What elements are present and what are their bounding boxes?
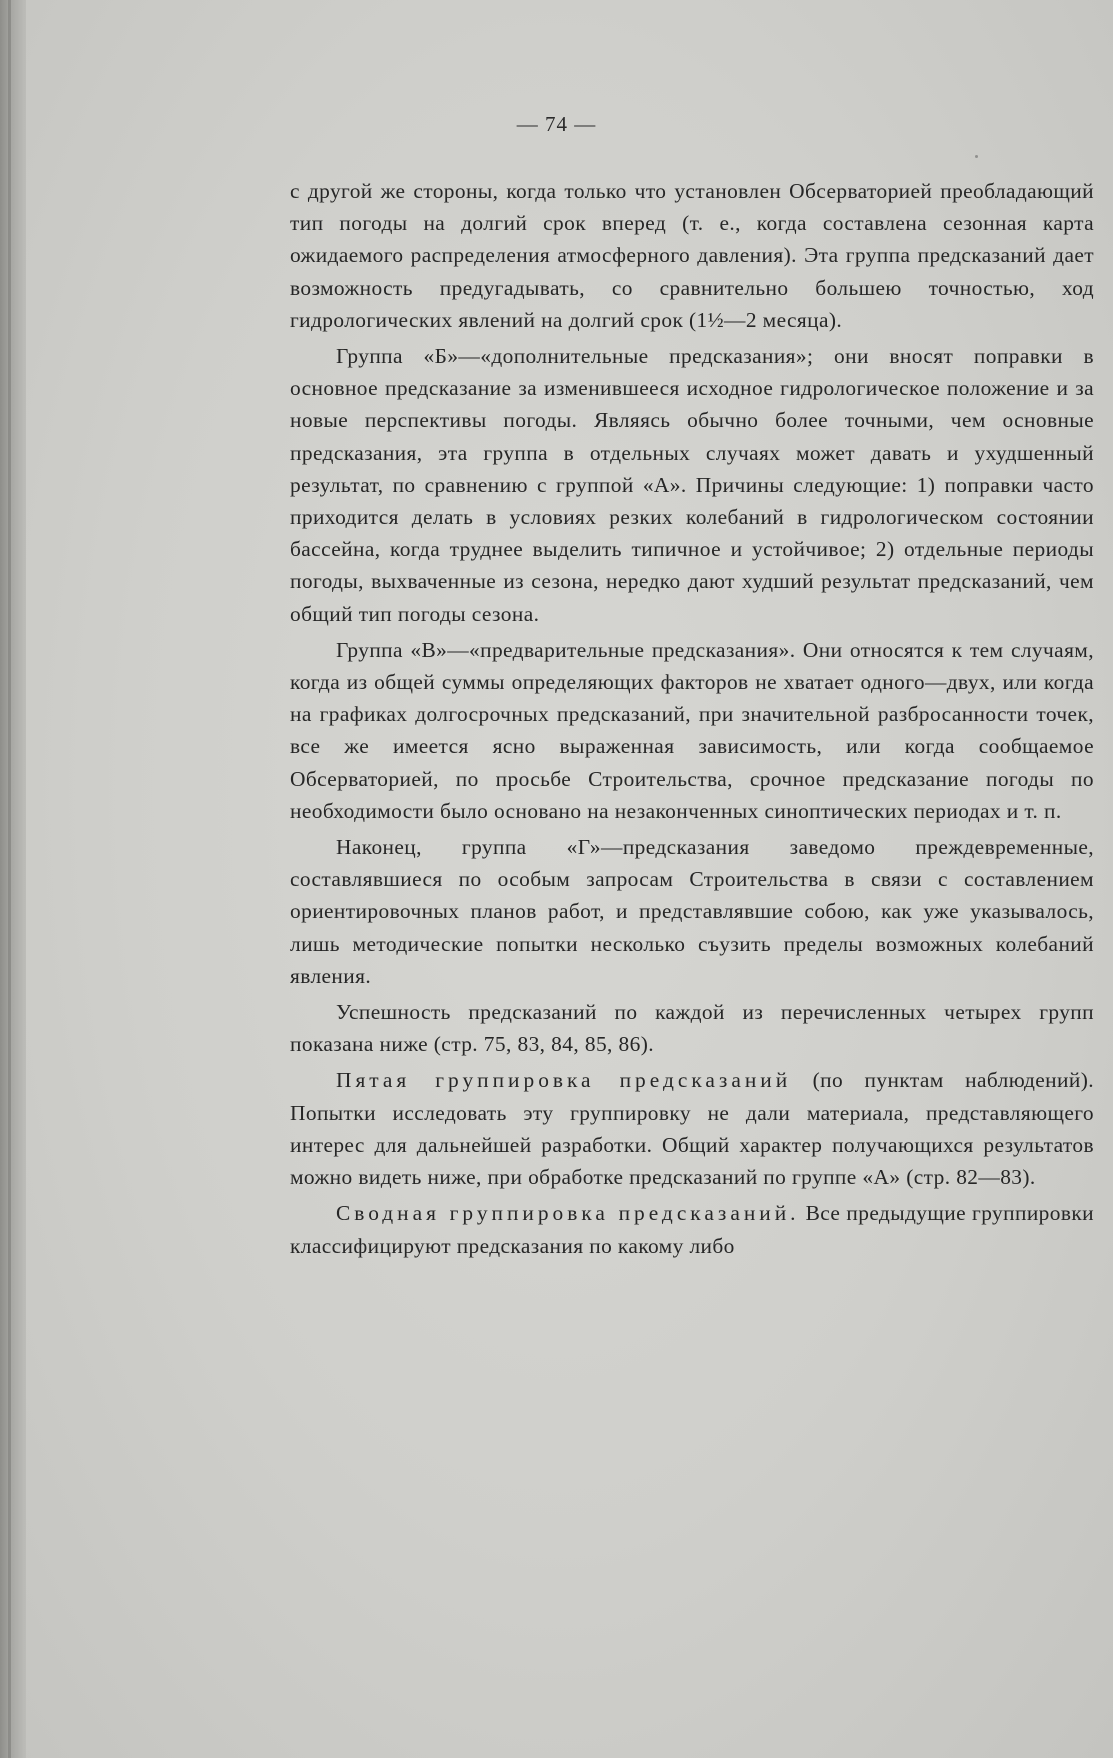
paragraph-1: с другой же стороны, когда только что установлен Обсерваторией преобладающий тип погоды на долгий срок вперед (т. е., когда составлена сезонная карта ожидаемого распределения атмосферного давления). Эта группа предсказаний дает возможность предугадывать, со сравнительно большею точностью, ход гидрологических явлений на долгий срок (1½—2 месяца). — [290, 179, 1094, 332]
paragraph-2-group-b: Группа «Б»—«дополнительные предсказания»; они вносят поправки в основное предсказание за изменившееся исходное гидрологическое положение и за новые перспективы погоды. Являясь обычно более точными, чем основные предсказания, эта группа в отдельных случаях может давать и ухудшенный результат, по сравнению с группой «А». Причины следующие: 1) поправки часто приходится делать в условиях резких колебаний в гидрологическом состоянии бассейна, когда труднее выделить типичное и устойчивое; 2) отдельные периоды погоды, выхваченные из сезона, нередко дают худший результат предсказаний, чем общий тип погоды сезона. — [290, 344, 1094, 626]
page-number: — 74 — — [516, 112, 597, 136]
paragraph-5-success: Успешность предсказаний по каждой из перечисленных четырех групп показана ниже (стр. 75, 83, 84, 85, 86). — [290, 1000, 1094, 1057]
paper-speck — [975, 155, 978, 158]
book-spine — [0, 0, 26, 1758]
paragraph-3-group-v: Группа «В»—«предварительные предсказания». Они относятся к тем случаям, когда из общей суммы определяющих факторов не хватает одного—двух, или когда на графиках долгосрочных предсказаний, при значительной разбросанности точек, все же имеется ясно выраженная зависимость, или когда сообщаемое Обсерваторией, по просьбе Строительства, срочное предсказание погоды по необходимости было основано на незаконченных синоптических периодах и т. п. — [290, 637, 1094, 823]
paragraph-6-body: (по пунктам наблюдений). Попытки исследовать эту группировку не дали материала, представляющего интерес для дальнейшей разработки. Общий характер получающихся результатов можно видеть ниже, при обработке предсказаний по группе «А» (стр. 82—83). — [290, 1068, 1094, 1190]
paragraph-6-fifth-grouping — [290, 1064, 1094, 1193]
spine-shadow — [8, 0, 11, 1758]
heading-summary-grouping: Сводная группировка предсказаний. — [336, 1201, 800, 1226]
paragraph-4-group-g: Наконец, группа «Г»—предсказания заведомо преждевременные, составлявшиеся по особым запросам Строительства в связи с составлением ориентировочных планов работ, и представлявшие собою, как уже указывалось, лишь методические попытки несколько съузить пределы возможных колебаний явления. — [290, 835, 1094, 988]
heading-fifth-grouping: Пятая группировка предсказаний — [336, 1068, 792, 1093]
body-text — [290, 175, 1094, 1266]
paragraph-7-summary-grouping — [290, 1197, 1094, 1261]
paragraph-7-body: Все предыдущие группировки классифицируют предсказания по какому либо — [290, 1201, 1094, 1258]
